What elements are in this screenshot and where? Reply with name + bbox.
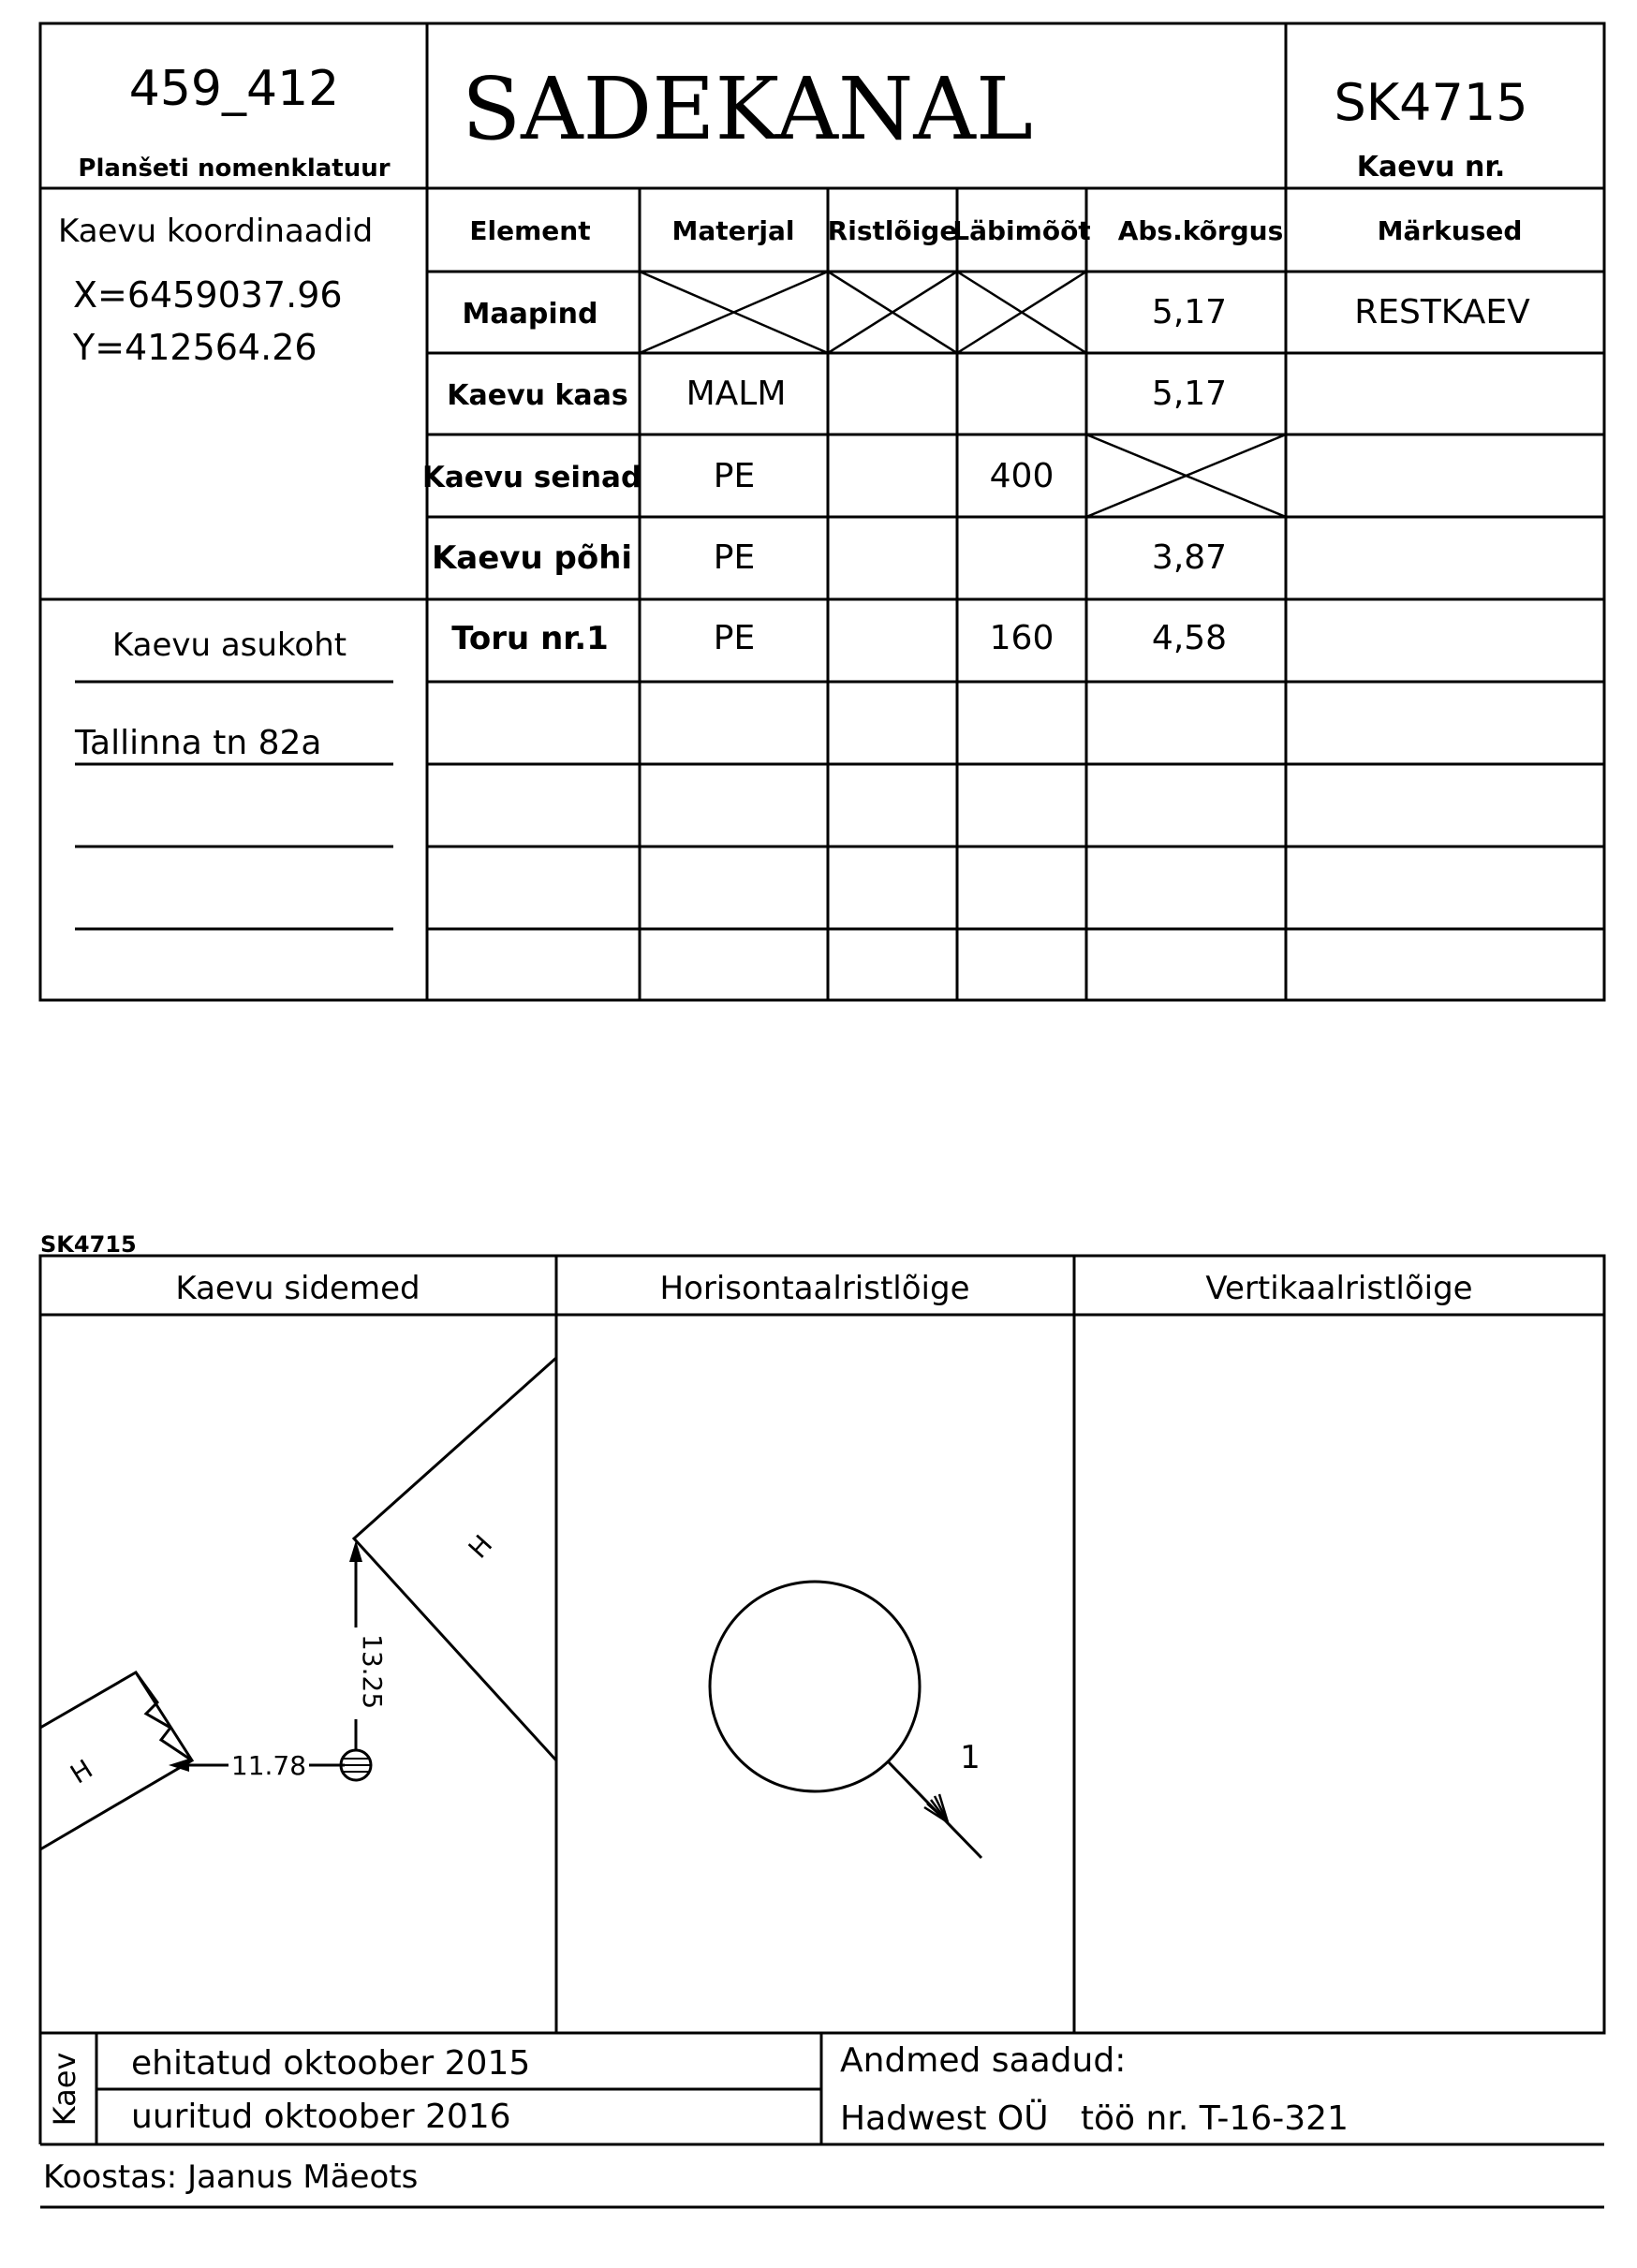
table-row: [447, 375, 1227, 413]
building-label: H: [65, 1753, 98, 1790]
sheet-label: Planšeti nomenklatuur: [78, 155, 391, 183]
row-element: Toru nr.1: [451, 620, 609, 657]
well-id: SK4715: [1334, 73, 1528, 132]
drawing-tag: SK4715: [40, 1231, 137, 1258]
sheet-number: 459_412: [128, 61, 340, 117]
table-row: [451, 619, 1227, 657]
row-diameter: 160: [989, 619, 1054, 657]
drawing-frame: [40, 1256, 1604, 2033]
column-header: Element: [469, 215, 591, 246]
table-header: [469, 215, 1522, 246]
manhole-hatch: [341, 1759, 371, 1772]
row-diameter: 400: [989, 457, 1054, 495]
row-height: 4,58: [1151, 619, 1228, 657]
dimension-arrows: [169, 1540, 362, 1772]
column-header: Materjal: [671, 215, 795, 246]
row-material: PE: [713, 538, 756, 577]
row-element: Maapind: [462, 298, 598, 331]
author: Koostas: Jaanus Mäeots: [43, 2158, 419, 2196]
row-notes: RESTKAEV: [1354, 293, 1530, 331]
surveyed-date: uuritud oktoober 2016: [131, 2098, 511, 2136]
row-element: Kaevu kaas: [447, 379, 628, 412]
row-material: MALM: [686, 375, 787, 413]
row-element: Kaevu seinad: [421, 461, 642, 494]
panel-title: Horisontaalristlõige: [659, 1270, 970, 1307]
data-source-label: Andmed saadud:: [840, 2041, 1127, 2080]
document-title: SADEKANAL: [462, 59, 1033, 159]
panel-title: Vertikaalristlõige: [1205, 1270, 1473, 1307]
column-header: Märkused: [1377, 215, 1523, 246]
row-material: PE: [713, 619, 756, 657]
table-row: [432, 538, 1227, 577]
well-label: Kaevu nr.: [1356, 151, 1506, 184]
row-height: 3,87: [1151, 538, 1228, 577]
column-header: Läbimõõt: [952, 215, 1091, 246]
location-lines: [75, 682, 393, 929]
row-element: Kaevu põhi: [431, 539, 633, 577]
dimension-label: 13.25: [357, 1634, 388, 1710]
pipe-arrow: [924, 1794, 948, 1822]
location-line: Tallinna tn 82a: [75, 724, 322, 762]
data-source: Hadwest OÜ töö nr. T-16-321: [840, 2099, 1349, 2138]
pipe-number: 1: [960, 1739, 981, 1776]
panel-title: Kaevu sidemed: [175, 1270, 420, 1307]
building-label: H: [462, 1528, 499, 1565]
building-outline: [40, 1672, 192, 1849]
row-height: 5,17: [1151, 293, 1228, 331]
table-row: [422, 457, 1054, 495]
location-label: Kaevu asukoht: [111, 626, 347, 664]
table-row: [463, 293, 1531, 331]
dimension-label: 11.78: [230, 1750, 307, 1781]
column-header: Ristlõige: [827, 215, 958, 246]
footer-side-label: Kaev: [47, 2052, 82, 2127]
built-date: ehitatud oktoober 2015: [131, 2044, 531, 2083]
coordinate-y: Y=412564.26: [73, 327, 317, 368]
well-circle: [710, 1582, 920, 1791]
column-header: Abs.kõrgus: [1117, 215, 1284, 246]
coordinates-label: Kaevu koordinaadid: [58, 213, 374, 250]
row-height: 5,17: [1151, 375, 1228, 413]
row-material: PE: [713, 457, 756, 495]
coordinate-x: X=6459037.96: [73, 274, 343, 316]
